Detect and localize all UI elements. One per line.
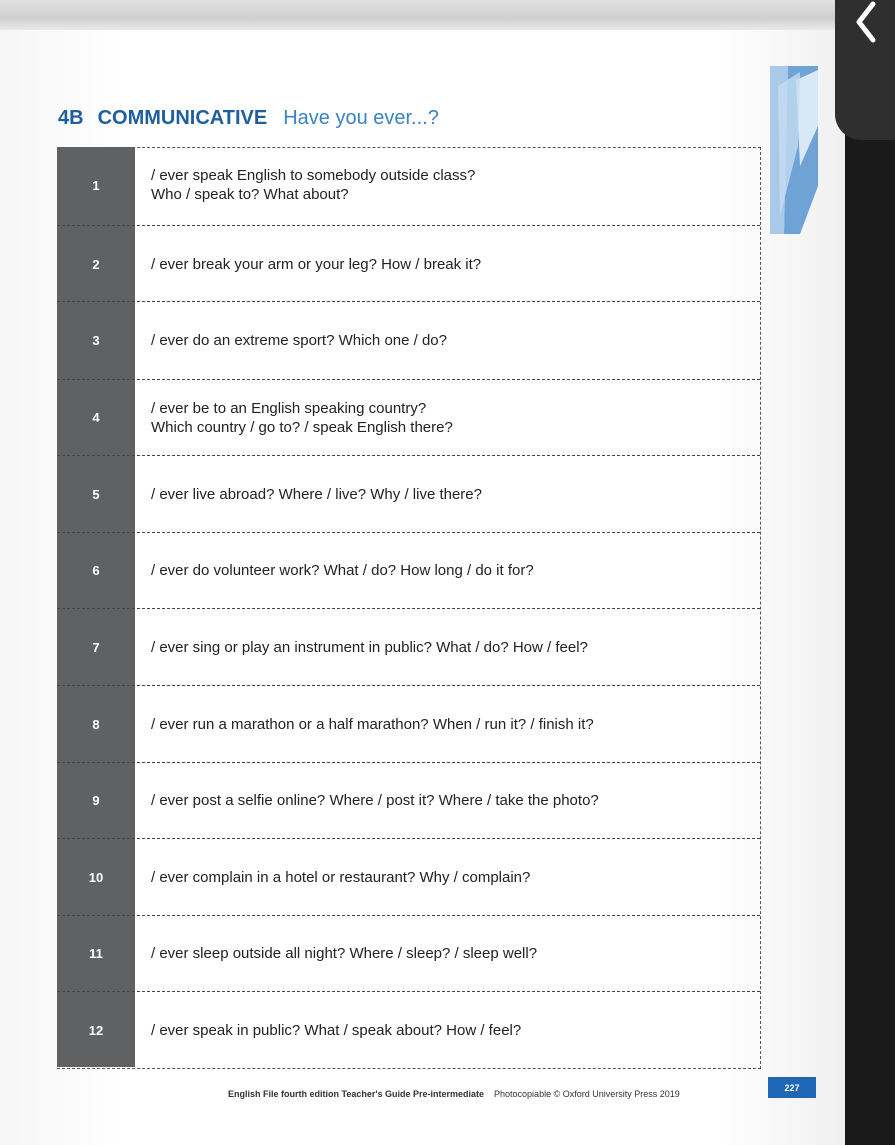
question-line-1: / ever sleep outside all night? Where / sleep? / sleep well? [151,945,538,962]
right-edge [845,0,895,1145]
question-line-2: Who / speak to? What about? [151,186,349,203]
question-text [151,533,751,608]
book-title: English File fourth edition Teacher's Guide Pre-intermediate [228,1089,485,1099]
question-line-1: / ever live abroad? Where / live? Why / live there? [151,485,482,503]
question-text [151,763,751,838]
question-line-1: / ever speak in public? What / speak about? How / feel? [151,1021,522,1039]
question-text [151,992,751,1068]
question-text [151,686,751,762]
question-row [57,147,760,223]
question-row [57,532,760,608]
question-line-1: / ever complain in a hotel or restaurant? Why / complain? [151,868,531,886]
question-row [57,301,760,379]
question-line-1: / ever be to an English speaking country? [151,399,427,417]
question-text [151,302,751,379]
back-button[interactable] [835,0,895,140]
question-text [151,609,751,685]
activity-type: COMMUNICATIVE [97,107,268,129]
question-text [151,226,751,302]
question-line-1: / ever post a selfie online? Where / post it? Where / take the photo? [151,792,599,809]
copyright-notice: Photocopiable © Oxford University Press 2019 [494,1089,680,1099]
question-number: 5 [92,486,100,502]
page-footer [228,1089,680,1099]
question-line-1: / ever do volunteer work? What / do? How long / do it for? [151,562,534,579]
question-number: 9 [92,793,100,808]
question-row [57,838,760,915]
question-text [151,147,751,223]
question-number: 11 [89,946,103,961]
question-text [151,456,751,532]
question-row [57,685,760,762]
question-number: 3 [92,333,100,348]
question-line-2: Which country / go to? / speak English there? [151,418,453,436]
question-number: 1 [92,177,100,193]
question-number: 2 [92,256,100,272]
question-text [151,916,751,991]
question-text [151,839,751,915]
question-row [57,915,760,991]
question-number: 12 [88,1022,104,1038]
activity-subtitle: Have you ever...? [283,107,439,129]
question-row [57,762,760,838]
unit-code: 4B [58,107,84,129]
page-number: 227 [768,1077,816,1098]
question-row [57,379,760,455]
question-number: 6 [92,563,100,578]
question-line-1: / ever sing or play an instrument in public? What / do? How / feel? [151,638,588,656]
question-number: 10 [88,869,104,885]
question-line-1: / ever break your arm or your leg? How / break it? [151,255,482,273]
question-number: 7 [92,639,100,655]
question-text [151,380,751,455]
page-title [58,104,439,132]
decorative-stripes [770,66,818,234]
question-row [57,991,760,1068]
question-line-1: / ever speak English to somebody outside class? [151,167,476,184]
question-row [57,225,760,302]
question-line-1: / ever run a marathon or a half marathon? When / run it? / finish it? [151,715,594,733]
chevron-left-icon [845,0,885,46]
question-number: 4 [92,410,100,425]
question-row [57,455,760,532]
question-row [57,608,760,685]
top-bar [0,0,895,30]
question-line-1: / ever do an extreme sport? Which one / do? [151,332,447,349]
question-number: 8 [92,716,100,732]
